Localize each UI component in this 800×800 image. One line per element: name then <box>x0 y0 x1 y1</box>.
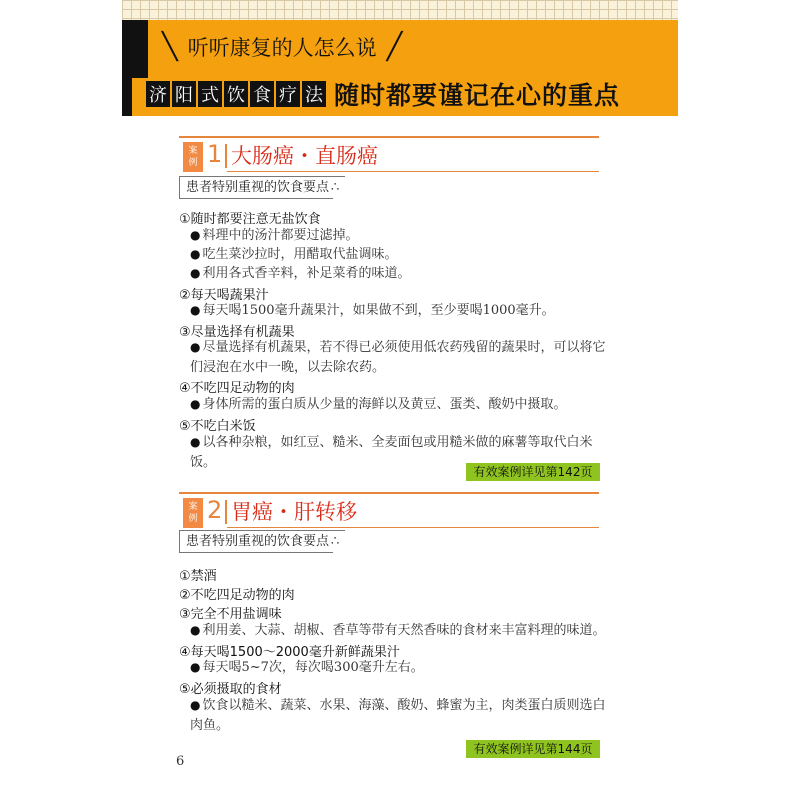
diet-point-heading: ⑤不吃白米饭 <box>179 419 256 434</box>
bullet-dot: ● <box>190 623 201 637</box>
diet-point-bullet: ● 利用姜、大蒜、胡椒、香草等带有天然香味的食材来丰富料理的味道。 <box>190 623 606 638</box>
key-points-label <box>179 176 345 199</box>
key-points-dots: ∴ <box>331 534 340 549</box>
diet-point-heading: ③完全不用盐调味 <box>179 607 282 622</box>
diet-point-heading: ⑤必须摄取的食材 <box>179 682 282 697</box>
key-points-dots: ∴ <box>331 180 340 195</box>
bullet-dot: ● <box>190 660 201 674</box>
case-1-header <box>179 136 599 170</box>
diet-point-bullet: ● 每天喝5~7次，每次喝300毫升左右。 <box>190 660 424 675</box>
case-header-bottom-rule <box>227 171 599 172</box>
diet-point-heading: ②每天喝蔬果汁 <box>179 288 269 303</box>
banner-left-bar <box>122 20 132 116</box>
bullet-dot: ● <box>190 266 201 280</box>
banner-black-block <box>132 20 148 78</box>
case-header-top-rule <box>179 492 599 494</box>
diet-point-heading: ④每天喝1500～2000毫升新鲜蔬果汁 <box>179 645 400 660</box>
diet-point-bullet: ● 吃生菜沙拉时，用醋取代盐调味。 <box>190 247 398 262</box>
diet-point-bullet: ● 身体所需的蛋白质从少量的海鲜以及黄豆、蛋类、酸奶中摄取。 <box>190 397 567 412</box>
subtitle-text: 听听康复的人怎么说 <box>187 36 377 60</box>
case-divider <box>225 500 227 524</box>
case-reference-badge: 有效案例详见第144页 <box>466 740 600 758</box>
header-banner <box>122 20 678 116</box>
diet-point-bullet: ● 料理中的汤汁都要过滤掉。 <box>190 228 359 243</box>
case-header-bottom-rule <box>227 527 599 528</box>
case-tag <box>183 498 203 528</box>
method-label-char: 饮 <box>224 81 248 107</box>
key-points-label <box>179 530 345 553</box>
bullet-dot: ● <box>190 698 201 712</box>
case-number: 1 <box>207 140 223 168</box>
case-header-top-rule <box>179 136 599 138</box>
case-title: 胃癌・肝转移 <box>231 500 357 524</box>
key-points-text: 患者特别重视的饮食要点 <box>186 180 330 195</box>
case-2-header <box>179 492 599 526</box>
bullet-dot: ● <box>190 303 201 317</box>
case-tag-char-top: 案 <box>188 146 198 156</box>
diet-point-heading: ①禁酒 <box>179 569 217 584</box>
case-reference-badge: 有效案例详见第142页 <box>466 463 600 481</box>
diet-point-bullet: ● 利用各式香辛料，补足菜肴的味道。 <box>190 266 411 281</box>
page-title: 随时都要谨记在心的重点 <box>334 81 621 110</box>
key-points-underline <box>179 552 333 553</box>
case-tag-char-top: 案 <box>188 502 198 512</box>
page-number: 6 <box>176 754 185 769</box>
diet-point-bullet: ● 饮食以糙米、蔬菜、水果、海藻、酸奶、蜂蜜为主，肉类蛋白质则选白肉鱼。 <box>190 698 606 733</box>
diet-point-bullet: ● 每天喝1500毫升蔬果汁，如果做不到，至少要喝1000毫升。 <box>190 303 555 318</box>
case-divider <box>225 144 227 168</box>
method-label-char: 式 <box>198 81 222 107</box>
method-label-char: 食 <box>250 81 274 107</box>
case-tag-char-bottom: 例 <box>188 514 198 524</box>
grid-pattern-strip <box>122 0 678 20</box>
method-label-char: 济 <box>146 81 170 107</box>
slash-left-decoration: ╲ <box>162 32 178 62</box>
method-label-char: 阳 <box>172 81 196 107</box>
banner-subtitle <box>162 32 412 62</box>
banner-title-row <box>146 76 620 112</box>
key-points-text: 患者特别重视的饮食要点 <box>186 534 330 549</box>
method-label-char: 疗 <box>276 81 300 107</box>
bullet-dot: ● <box>190 397 201 411</box>
diet-point-bullet: ● 尽量选择有机蔬果，若不得已必须使用低农药残留的蔬果时，可以将它们浸泡在水中一晚，以去除农药。 <box>190 340 606 375</box>
method-label-char: 法 <box>302 81 326 107</box>
bullet-dot: ● <box>190 340 201 354</box>
case-tag-char-bottom: 例 <box>188 158 198 168</box>
diet-point-heading: ①随时都要注意无盐饮食 <box>179 212 321 227</box>
diet-point-heading: ③尽量选择有机蔬果 <box>179 325 295 340</box>
diet-point-heading: ④不吃四足动物的肉 <box>179 381 295 396</box>
bullet-dot: ● <box>190 228 201 242</box>
bullet-dot: ● <box>190 247 201 261</box>
case-number: 2 <box>207 496 223 524</box>
case-title: 大肠癌・直肠癌 <box>231 144 378 168</box>
case-tag <box>183 142 203 172</box>
key-points-underline <box>179 198 333 199</box>
diet-point-heading: ②不吃四足动物的肉 <box>179 588 295 603</box>
diet-point-bullet: ● 以各种杂粮，如红豆、糙米、全麦面包或用糙米做的麻薯等取代白米饭。 <box>190 435 593 470</box>
method-label <box>146 81 326 107</box>
slash-right-decoration: ╱ <box>386 32 403 62</box>
bullet-dot: ● <box>190 435 201 449</box>
